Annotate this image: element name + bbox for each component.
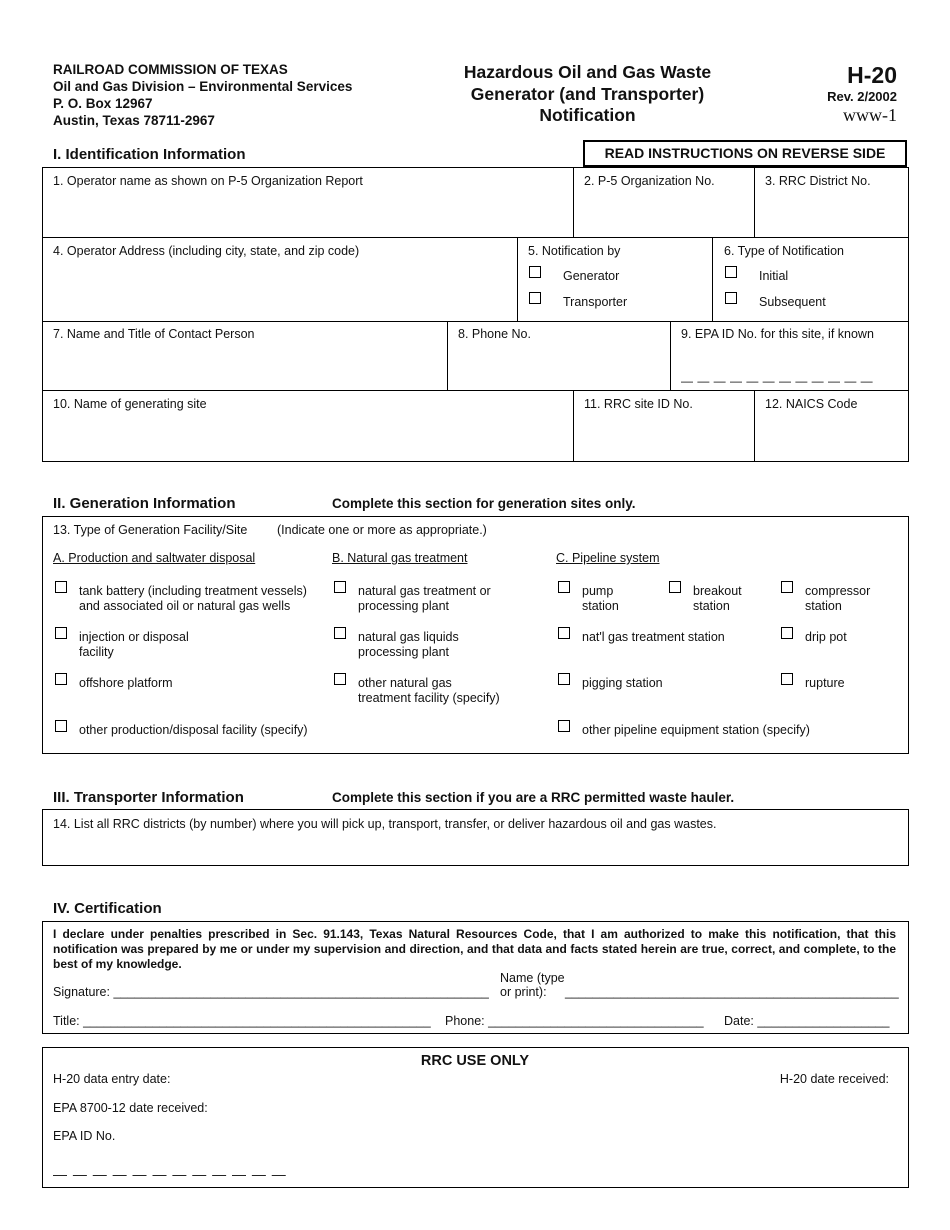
natl-gas-treatment-station-label: nat'l gas treatment station <box>582 630 725 644</box>
rrc-use-title: RRC USE ONLY <box>420 1053 530 1069</box>
injection-disposal-label: injection or disposal facility <box>79 630 189 659</box>
pigging-station-checkbox[interactable] <box>558 673 570 685</box>
breakout-station-checkbox[interactable] <box>669 581 681 593</box>
signature-line[interactable]: Signature: ______________________________________________________ <box>53 985 489 999</box>
field-notification-type: 6. Type of Notification <box>724 244 844 258</box>
section-3-title: III. Transporter Information <box>53 789 244 806</box>
name-label-2: or print): <box>500 985 547 999</box>
agency-block <box>53 61 352 129</box>
gas-treatment-plant-checkbox[interactable] <box>334 581 346 593</box>
tank-battery-checkbox[interactable] <box>55 581 67 593</box>
name-label-1: Name (type <box>500 971 565 985</box>
agency-division: Oil and Gas Division – Environmental Services <box>53 79 353 94</box>
field-facility-type: 13. Type of Generation Facility/Site <box>53 523 248 537</box>
other-pipeline-checkbox[interactable] <box>558 720 570 732</box>
section-2-note: Complete this section for generation sites only. <box>332 496 636 511</box>
field-rrc-districts: 14. List all RRC districts (by number) where you will pick up, transport, transfer, or deliver hazardous oil and gas wastes. <box>53 817 717 831</box>
rupture-checkbox[interactable] <box>781 673 793 685</box>
drip-pot-checkbox[interactable] <box>781 627 793 639</box>
field-rrc-site-id: 11. RRC site ID No. <box>584 397 693 411</box>
section-2-title: II. Generation Information <box>53 495 236 512</box>
certification-declaration: I declare under penalties prescribed in Sec. 91.143, Texas Natural Resources Code, that I am authorized to make this notification, that this notification was prepared by me or under my supervision and direction, and that data and facts stated herein are true, correct, and complete, to the best of my knowledge. <box>53 927 896 971</box>
pump-station-label: pump station <box>582 584 619 613</box>
agency-city: Austin, Texas 78711-2967 <box>53 113 215 128</box>
epa-date-label: EPA 8700-12 date received: <box>53 1101 208 1115</box>
identification-box <box>42 167 909 462</box>
tank-battery-label: tank battery (including treatment vessels) and associated oil or natural gas wells <box>79 584 307 613</box>
epa-id-blanks[interactable]: — — — — — — — — — — — — <box>681 374 874 388</box>
pigging-station-label: pigging station <box>582 676 663 690</box>
generator-checkbox[interactable] <box>529 266 541 278</box>
column-c-heading: C. Pipeline system <box>556 551 660 565</box>
form-revision: Rev. 2/2002 <box>827 89 897 104</box>
other-gas-treatment-label: other natural gas treatment facility (specify) <box>358 676 500 705</box>
other-production-label: other production/disposal facility (specify) <box>79 723 308 737</box>
agency-po-box: P. O. Box 12967 <box>53 96 153 111</box>
column-b-heading: B. Natural gas treatment <box>332 551 468 565</box>
name-line[interactable]: ________________________________________________ <box>565 985 899 999</box>
form-title <box>430 62 745 127</box>
transporter-label: Transporter <box>563 295 628 309</box>
initial-checkbox[interactable] <box>725 266 737 278</box>
title-line[interactable]: Title: __________________________________________________ <box>53 1014 431 1028</box>
field-naics: 12. NAICS Code <box>765 397 858 411</box>
field-notification-by: 5. Notification by <box>528 244 621 258</box>
other-gas-treatment-checkbox[interactable] <box>334 673 346 685</box>
form-title-line-1: Hazardous Oil and Gas Waste <box>463 62 712 82</box>
pump-station-checkbox[interactable] <box>558 581 570 593</box>
date-received-label: H-20 date received: <box>779 1072 889 1086</box>
rupture-label: rupture <box>805 676 845 690</box>
drip-pot-label: drip pot <box>805 630 847 644</box>
field-operator-name: 1. Operator name as shown on P-5 Organization Report <box>53 174 363 188</box>
column-a-heading: A. Production and saltwater disposal <box>53 551 256 565</box>
field-rrc-district: 3. RRC District No. <box>765 174 871 188</box>
initial-label: Initial <box>759 269 789 283</box>
offshore-platform-label: offshore platform <box>79 676 173 690</box>
field-p5-number: 2. P-5 Organization No. <box>584 174 715 188</box>
compressor-station-checkbox[interactable] <box>781 581 793 593</box>
transporter-checkbox[interactable] <box>529 292 541 304</box>
natl-gas-treatment-station-checkbox[interactable] <box>558 627 570 639</box>
injection-disposal-checkbox[interactable] <box>55 627 67 639</box>
gas-liquids-plant-label: natural gas liquids processing plant <box>358 630 459 659</box>
form-number: H-20 <box>847 62 897 88</box>
section-4-title: IV. Certification <box>53 900 162 917</box>
field-site-name: 10. Name of generating site <box>53 397 207 411</box>
section-1-title: I. Identification Information <box>53 146 246 163</box>
facility-type-hint: (Indicate one or more as appropriate.) <box>277 523 487 537</box>
field-phone: 8. Phone No. <box>458 327 531 341</box>
generator-label: Generator <box>563 269 620 283</box>
rrc-epa-id-blanks: — — — — — — — — — — — — <box>53 1166 287 1182</box>
entry-date-label: H-20 data entry date: <box>53 1072 171 1086</box>
offshore-platform-checkbox[interactable] <box>55 673 67 685</box>
gas-liquids-plant-checkbox[interactable] <box>334 627 346 639</box>
field-operator-address: 4. Operator Address (including city, state, and zip code) <box>53 244 360 258</box>
subsequent-checkbox[interactable] <box>725 292 737 304</box>
agency-name: RAILROAD COMMISSION OF TEXAS <box>53 62 288 77</box>
date-line[interactable]: Date: ___________________ <box>724 1014 890 1028</box>
other-pipeline-label: other pipeline equipment station (specify) <box>582 723 810 737</box>
form-id-block <box>827 62 897 125</box>
form-title-line-3: Notification <box>539 105 636 125</box>
www-code: www-1 <box>843 105 897 125</box>
subsequent-label: Subsequent <box>759 295 826 309</box>
phone-line[interactable]: Phone: _______________________________ <box>445 1014 704 1028</box>
read-instructions-notice: READ INSTRUCTIONS ON REVERSE SIDE <box>583 140 907 167</box>
gas-treatment-plant-label: natural gas treatment or processing plant <box>358 584 491 613</box>
epa-id-label: EPA ID No. <box>53 1129 116 1143</box>
field-contact-person: 7. Name and Title of Contact Person <box>53 327 255 341</box>
other-production-checkbox[interactable] <box>55 720 67 732</box>
compressor-station-label: compressor station <box>805 584 871 613</box>
field-epa-id: 9. EPA ID No. for this site, if known <box>681 327 874 341</box>
breakout-station-label: breakout station <box>693 584 742 613</box>
form-title-line-2: Generator (and Transporter) <box>470 83 705 104</box>
section-3-note: Complete this section if you are a RRC permitted waste hauler. <box>332 790 735 805</box>
